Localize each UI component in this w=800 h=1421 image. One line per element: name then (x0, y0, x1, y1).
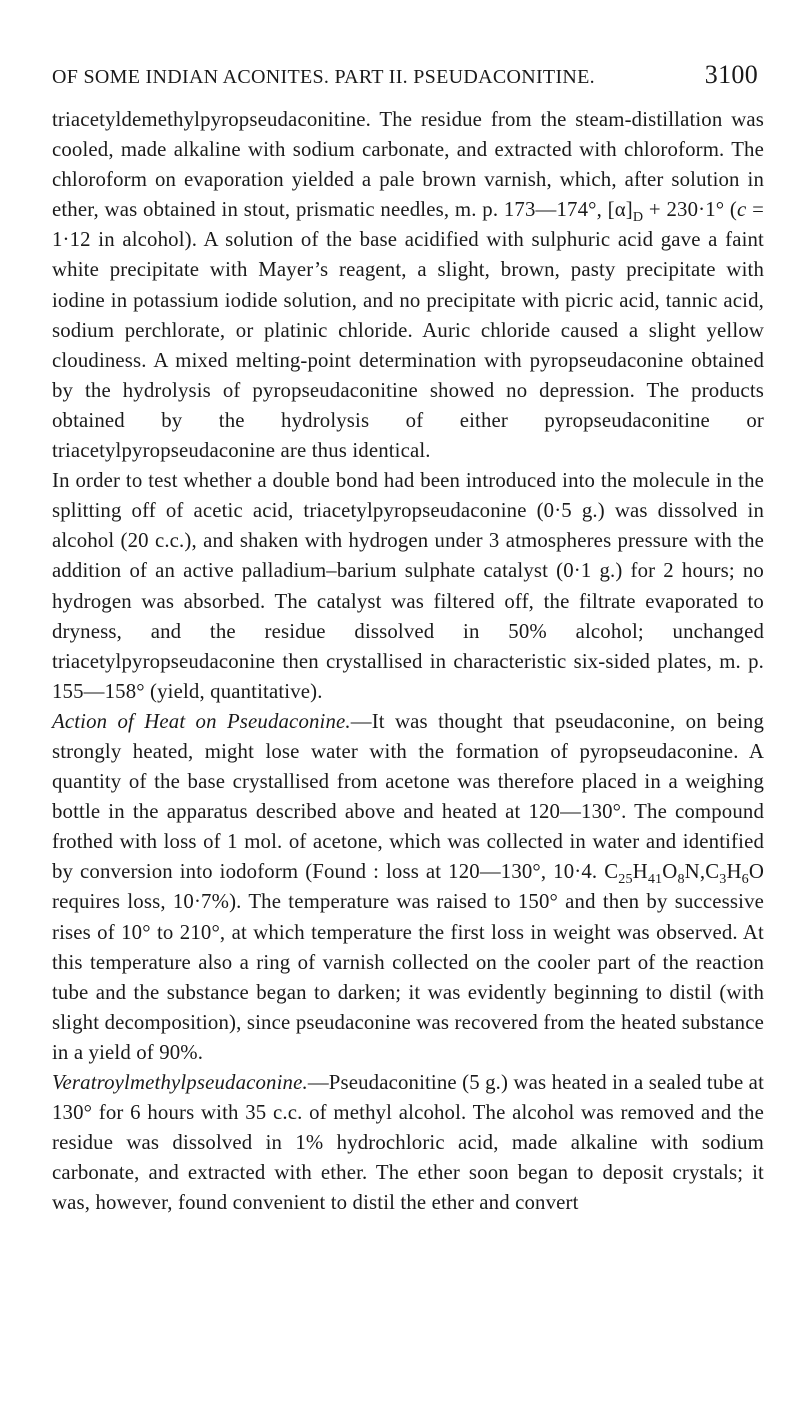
text-run: —It was thought that pseudaconine, on being strongly heated, might lose water with the formation of pyropseudaconine. A quantity of the base crystallised from acetone was therefore placed in a weighing bottle in the apparatus described above and heated at 120—130°. The compound frothed with loss of 1 mol. of acetone, which was collected in water and identified by conversion into iodoform (Found : loss at 120—130°, 10·4. C (52, 709, 764, 884)
text-run: = 1·12 in alcohol). A solution of the base acidified with sulphuric acid gave a faint white precipitate with Mayer’s reagent, a slight, brown, pasty precipitate with iodine in potassium iodide solution, and no precipitate with picric acid, tannic acid, sodium perchlorate, or platinic chloride. Auric chloride caused a slight yellow cloudiness. A mixed melting-point determination with pyropseudaconine obtained by the hydrolysis of pyropseudaconitine showed no depression. The products obtained by the hydrolysis of either pyropseudaconitine or triacetylpyropseudaconine are thus identical. (52, 198, 764, 463)
text-run: H (632, 860, 648, 884)
text-run: H (726, 860, 742, 884)
text-run: O requires loss, 10·7%). The temperature was raised to 150° and then by successive rises of 10° to 210°, at which temperature the first loss in weight was observed. At this temperature also a ring of varnish collected on the cooler part of the reaction tube and the substance began to darken; it was evidently beginning to distil (with slight decomposition), since pseudaconine was recovered from the heated substance in a yield of 90%. (52, 860, 764, 1064)
text-run: + 230·1° ( (643, 198, 738, 222)
text-run: O (662, 860, 678, 884)
subscript: 6 (741, 871, 749, 888)
subscript: 3 (719, 871, 727, 888)
italic-run: Action of Heat on Pseudaconine. (52, 709, 351, 733)
italic-run: c (737, 198, 747, 222)
running-header (52, 60, 758, 96)
text-run: triacetyldemethylpyropseudaconitine. The residue from the steam-distillation was cooled, made alkaline with sodium carbonate, and extracted with chloroform. The chloroform on evaporation yielded a pale brown varnish, which, after solution in ether, was obtained in stout, prismatic needles, m. p. 173—174°, [α] (52, 108, 764, 222)
text-run: —Pseudaconitine (5 g.) was heated in a sealed tube at 130° for 6 hours with 35 c.c. of methyl alcohol. The alcohol was removed and the residue was dissolved in 1% hydrochloric acid, made alkaline with sodium carbonate, and extracted with ether. The ether soon began to deposit crystals; it was, however, found convenient to distil the ether and convert (52, 1071, 764, 1215)
page-number: 3100 (704, 60, 758, 89)
subscript: 41 (647, 871, 663, 888)
text-run: N,C (684, 860, 720, 884)
paragraph (52, 466, 764, 707)
body-text (52, 105, 764, 1218)
subscript: D (632, 209, 644, 226)
subscript: 25 (618, 871, 633, 888)
running-title: OF SOME INDIAN ACONITES. PART II. PSEUDACONITINE. (52, 66, 595, 88)
subscript: 8 (677, 871, 685, 888)
paragraph (52, 1068, 764, 1218)
paragraph (52, 105, 764, 466)
paragraph (52, 707, 764, 1068)
italic-run: Veratroylmethylpseudaconine. (52, 1071, 308, 1094)
text-run: In order to test whether a double bond had been introduced into the molecule in the splitting off of acetic acid, triacetylpyropseudaconine (0·5 g.) was dissolved in alcohol (20 c.c.), and shaken with hydrogen under 3 atmospheres pressure with the addition of an active palladium–barium sulphate catalyst (0·1 g.) for 2 hours; no hydrogen was absorbed. The catalyst was filtered off, the filtrate evaporated to dryness, and the residue dissolved in 50% alcohol; unchanged triacetylpyropseudaconine then crystallised in characteristic six-sided plates, m. p. 155—158° (yield, quantitative). (52, 469, 764, 703)
